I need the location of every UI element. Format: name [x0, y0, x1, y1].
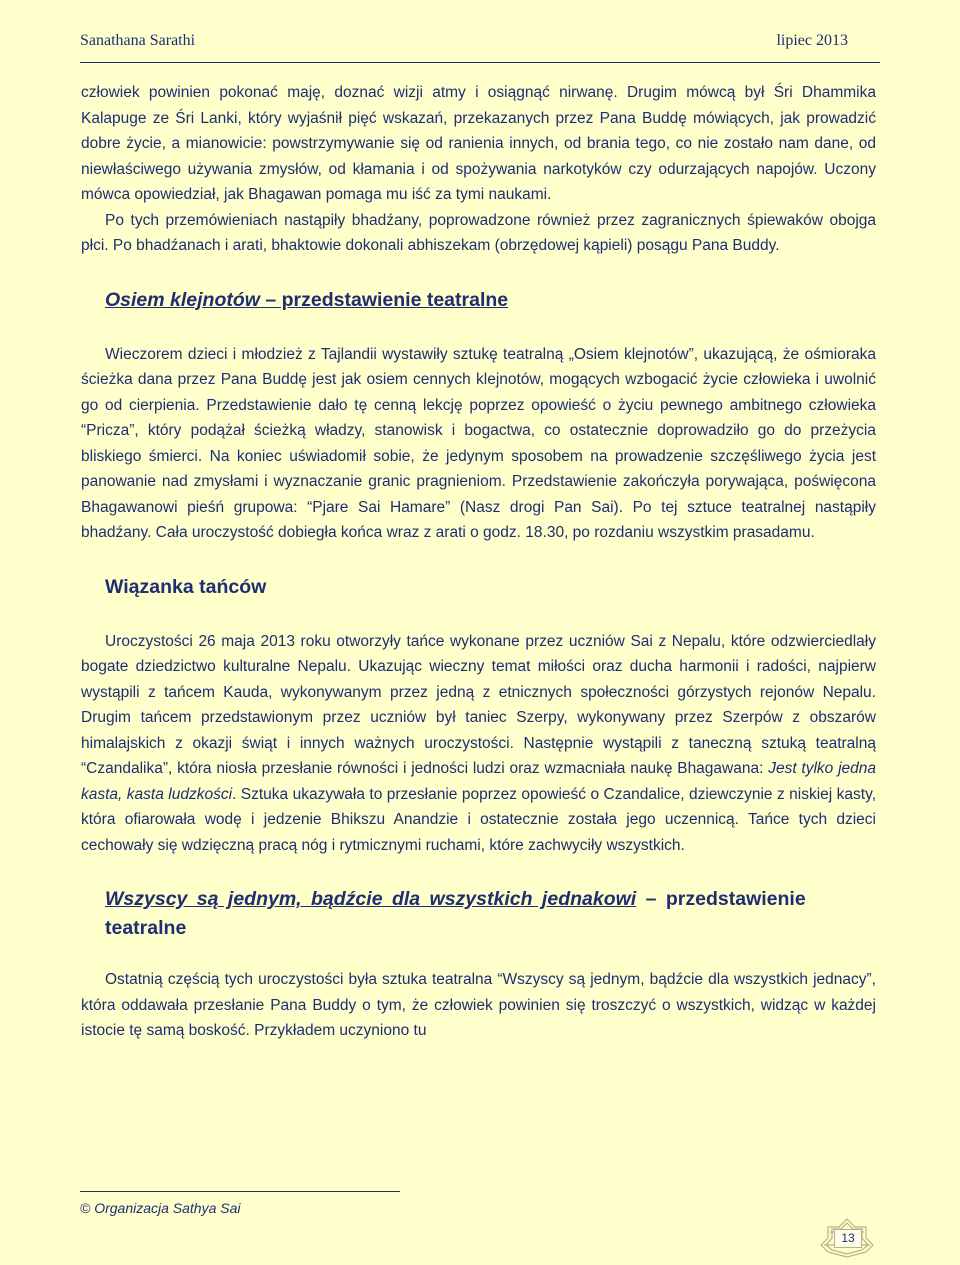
section-heading-all-are-one-rest: – przedstawienie teatralne	[105, 888, 806, 939]
section-heading-dances: Wiązanka tańców	[105, 575, 267, 598]
article-body	[81, 80, 876, 1044]
paragraph-speakers: człowiek powinien pokonać maję, doznać wizji atmy i osiągnąć nirwanę. Drugim mówcą był Śri Dhammika Kalapuge ze Śri Lanki, który wyjaśnił pięć wskazań, przekazanych przez Pana Buddę mówiących, jak prowadzić dobre życie, a mianowicie: powstrzymywanie się od ranienia innych, od brania tego, co nie zostało nam dane, od niewłaściwego używania zmysłów, od kłamania i od spożywania narkotyków czy odurzających napojów. Uczony mówca opowiedział, jak Bhagawan pomaga mu iść za tymi naukami.	[81, 84, 876, 203]
paragraph-dances-italic: Jest tylko jedna kasta, kasta ludzkości	[81, 760, 876, 803]
section-heading-all-are-one-italic: Wszyscy są jednym, bądźcie dla wszystkich jednakowi	[105, 888, 637, 910]
header-date: lipiec 2013	[776, 32, 848, 49]
paragraph-bhajans: Po tych przemówieniach nastąpiły bhadźany, poprowadzone również przez zagranicznych śpiewaków obojga płci. Po bhadźanach i arati, bhaktowie dokonali abhiszekam (obrzędowej kąpieli) posągu Pana Buddy.	[81, 211, 876, 254]
section-heading-all-are-one	[81, 885, 876, 943]
footer-divider	[80, 1191, 400, 1192]
paragraph-dances-part-b: . Sztuka ukazywała to przesłanie poprzez opowieść o Czandalice, dziewczynie z niskiej kasty, która ofiarowała wodę i jedzenie Bhikszu Anandzie i ostatecznie została jego uczennicą. Tańce tych dzieci cechowały się wdzięczną pracą nóg i rytmicznymi ruchami, które zachwyciły wszystkich.	[81, 785, 877, 854]
header-divider	[80, 62, 880, 63]
header-publication: Sanathana Sarathi	[80, 32, 196, 49]
footer-copyright: © Organizacja Sathya Sai	[80, 1200, 241, 1216]
paragraph-dances	[81, 629, 876, 859]
section-heading-eight-jewels	[81, 286, 876, 315]
paragraph-eight-jewels: Wieczorem dzieci i młodzież z Tajlandii wystawiły sztukę teatralną „Osiem klejnotów”, ukazującą, że ośmioraka ścieżka dana przez Pana Buddę jest jak osiem cennych klejnotów, mogących wzbogacić życie człowieka i uwolnić go od cierpienia. Przedstawienie dało tę cenną lekcję poprzez opowieść o życiu pewnego ambitnego człowieka “Pricza”, który podążał ścieżką władzy, stanowisk i bogactwa, co ostatecznie doprowadziło go do przeżycia bliskiego śmierci. Na koniec uświadomił sobie, że jedynym sposobem na prowadzenie szczęśliwego życia jest panowanie nad zmysłami i wyznaczanie granic pragnieniom. Przedstawienie zakończyła porywająca, poświęcona Bhagawanowi pieśń grupowa: “Pjare Sai Hamare” (Nasz drogi Pan Sai). Po tej sztuce teatralnej nastąpiły bhadźany. Cała uroczystość dobiegła końca wraz z arati o godz. 18.30, po rozdaniu wszystkim prasadamu.	[81, 345, 876, 541]
section-heading-eight-jewels-italic: Osiem klejnotów	[105, 288, 260, 311]
section-heading-eight-jewels-rest: – przedstawienie teatralne	[259, 288, 509, 311]
paragraph-all-are-one: Ostatnią częścią tych uroczystości była sztuka teatralna “Wszyscy są jednym, bądźcie dla wszystkich jednacy”, która oddawała przesłanie Pana Buddy o tym, że człowiek powinien się troszczyć o wszystkich, widząc w każdej istocie tę samą boskość. Przykładem uczyniono tu	[81, 971, 876, 1039]
paragraph-dances-part-a: Uroczystości 26 maja 2013 roku otworzyły tańce wykonane przez uczniów Sai z Nepalu, które odzwierciedlały bogate dziedzictwo kulturalne Nepalu. Ukazując wieczny temat miłości oraz ducha harmonii i radości, najpierw wystąpili z tańcem Kauda, wykonywanym przez jedną z etnicznych społeczności górzystych rejonów Nepalu. Drugim tańcem przedstawionym przez uczniów był taniec Szerpy, wykonywany przez Szerpów z obszarów himalajskich z okazji świąt i innych ważnych uroczystości. Następnie wystąpili z taneczną sztuką teatralną “Czandalika”, która niosła przesłanie równości i jedności ludzi oraz wzmacniała naukę Bhagawana:	[81, 632, 876, 777]
page-header	[80, 32, 848, 50]
page-number: 13	[834, 1229, 862, 1248]
